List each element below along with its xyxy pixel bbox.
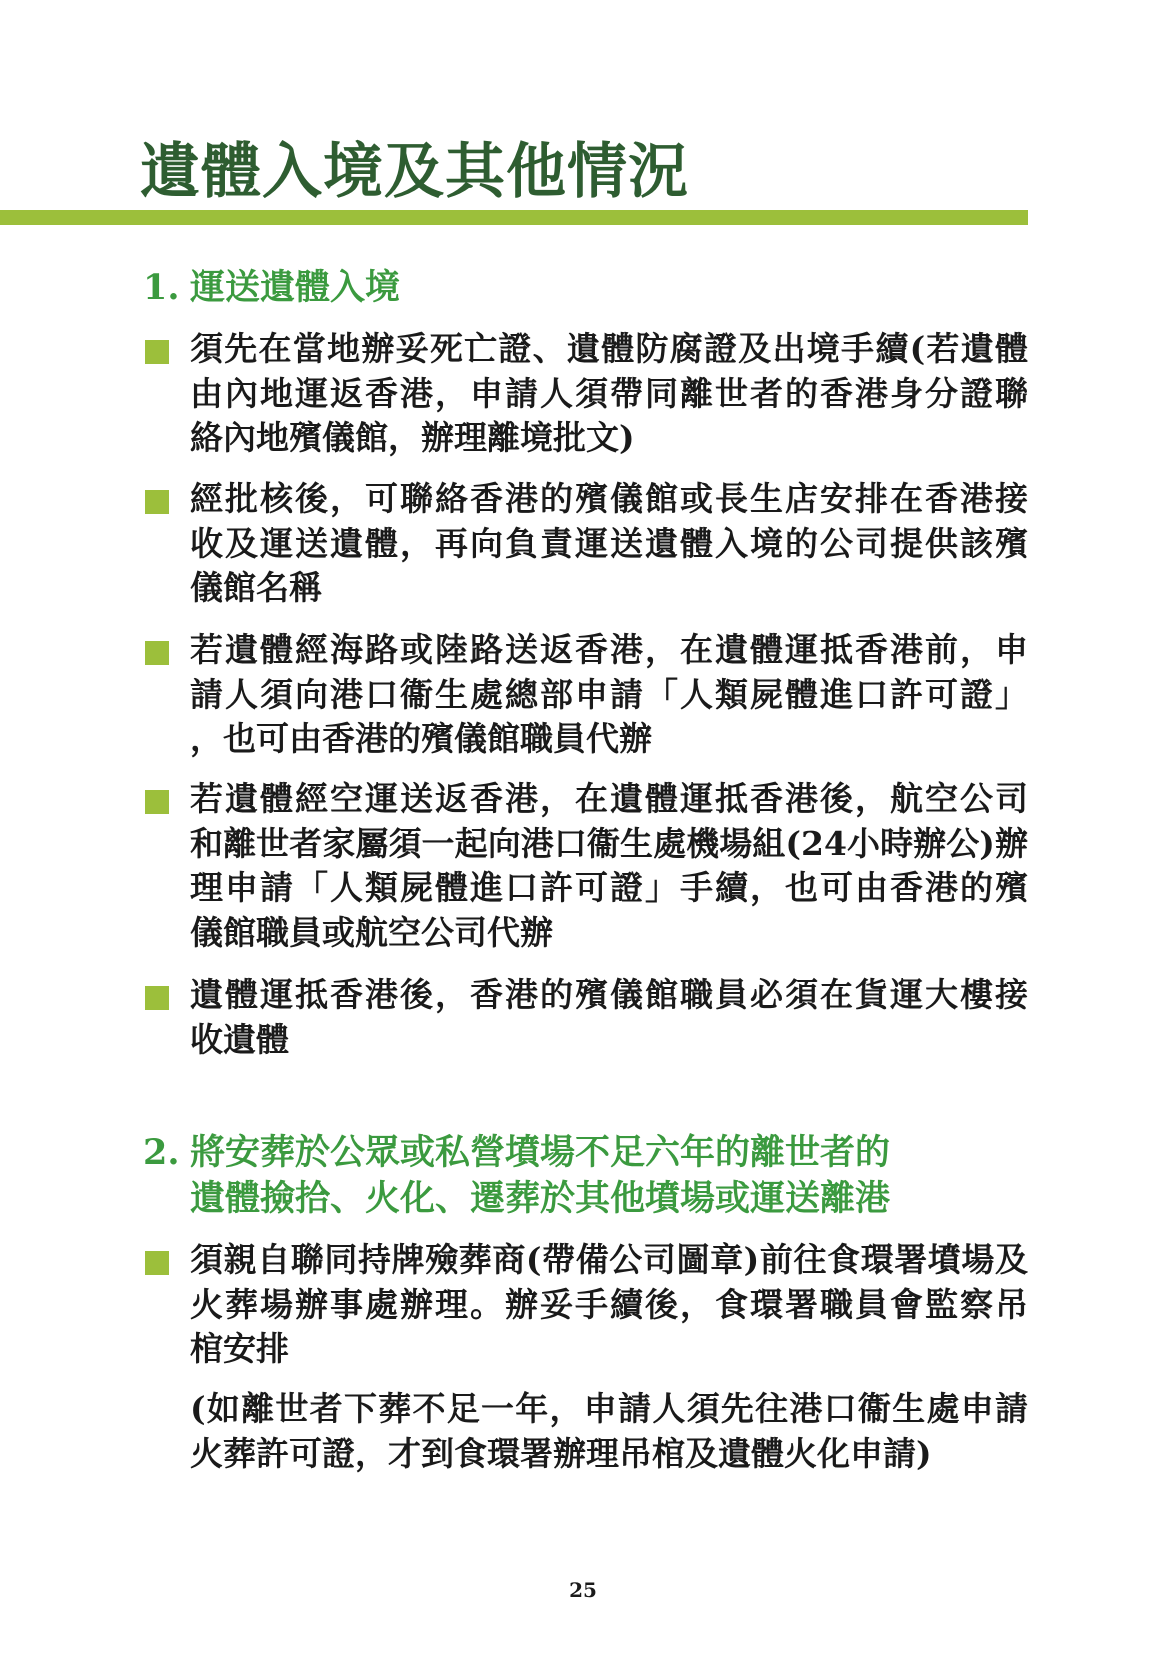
section-1-heading (143, 265, 400, 311)
text-line: 若遺體經海路或陸路送返香港，在遺體運抵香港前，申 (190, 630, 1028, 669)
note-paragraph (145, 1387, 1028, 1476)
text-line: 火葬許可證，才到食環署辦理吊棺及遺體火化申請) (190, 1433, 932, 1473)
bullet-item (145, 628, 1028, 762)
section-2-heading (143, 1130, 890, 1222)
text-line: 收遺體 (190, 1019, 289, 1059)
bullet-square-icon (145, 1251, 169, 1275)
text-line: 須先在當地辦妥死亡證、遺體防腐證及出境手續(若遺體 (190, 329, 1028, 368)
text-line: 須親自聯同持牌殮葬商(帶備公司圖章)前往食環署墳場及 (190, 1240, 1028, 1279)
section-title: 運送遺體入境 (190, 267, 401, 308)
text-line: ，也可由香港的殯儀館職員代辦 (190, 719, 652, 758)
bullet-item (145, 327, 1028, 461)
text-line: 儀館職員或航空公司代辦 (190, 912, 553, 952)
bullet-square-icon (145, 790, 169, 814)
accent-divider (0, 210, 1028, 225)
bullet-item (145, 777, 1028, 955)
text-line: 收及運送遺體，再向負責運送遺體入境的公司提供該殯 (190, 523, 1028, 563)
text-line: (如離世者下葬不足一年，申請人須先往港口衞生處申請 (190, 1389, 1028, 1428)
text-line: 遺體運抵香港後，香港的殯儀館職員必須在貨運大樓接 (190, 975, 1028, 1014)
text-line: 若遺體經空運送返香港，在遺體運抵香港後，航空公司 (190, 779, 1028, 818)
text-line: 棺安排 (190, 1329, 289, 1368)
bullet-item (145, 1238, 1028, 1372)
text-line: 火葬場辦事處辦理。辦妥手續後，食環署職員會監察吊 (190, 1284, 1028, 1324)
text-line: 理申請「人類屍體進口許可證」手續，也可由香港的殯 (190, 868, 1028, 907)
text-line: 經批核後，可聯絡香港的殯儀館或長生店安排在香港接 (190, 479, 1028, 518)
section-number: 1. (143, 267, 180, 308)
bullet-item (145, 973, 1028, 1062)
bullet-square-icon (145, 490, 169, 514)
text-line: 請人須向港口衞生處總部申請「人類屍體進口許可證」 (190, 674, 1028, 714)
bullet-square-icon (145, 340, 169, 364)
text-line: 絡內地殯儀館，辦理離境批文) (190, 418, 635, 457)
text-line: 和離世者家屬須一起向港口衞生處機場組(24小時辦公)辦 (190, 823, 1028, 863)
page-title: 遺體入境及其他情況 (140, 137, 689, 207)
section-title-line: 遺體撿拾、火化、遷葬於其他墳場或運送離港 (190, 1178, 891, 1219)
section-number: 2. (143, 1132, 180, 1173)
text-line: 由內地運返香港，申請人須帶同離世者的香港身分證聯 (190, 373, 1028, 413)
section-title-line: 將安葬於公眾或私營墳場不足六年的離世者的 (190, 1132, 891, 1173)
bullet-square-icon (145, 986, 169, 1010)
bullet-item (145, 477, 1028, 611)
text-line: 儀館名稱 (190, 568, 322, 607)
bullet-square-icon (145, 641, 169, 665)
page-number: 25 (569, 1578, 597, 1602)
